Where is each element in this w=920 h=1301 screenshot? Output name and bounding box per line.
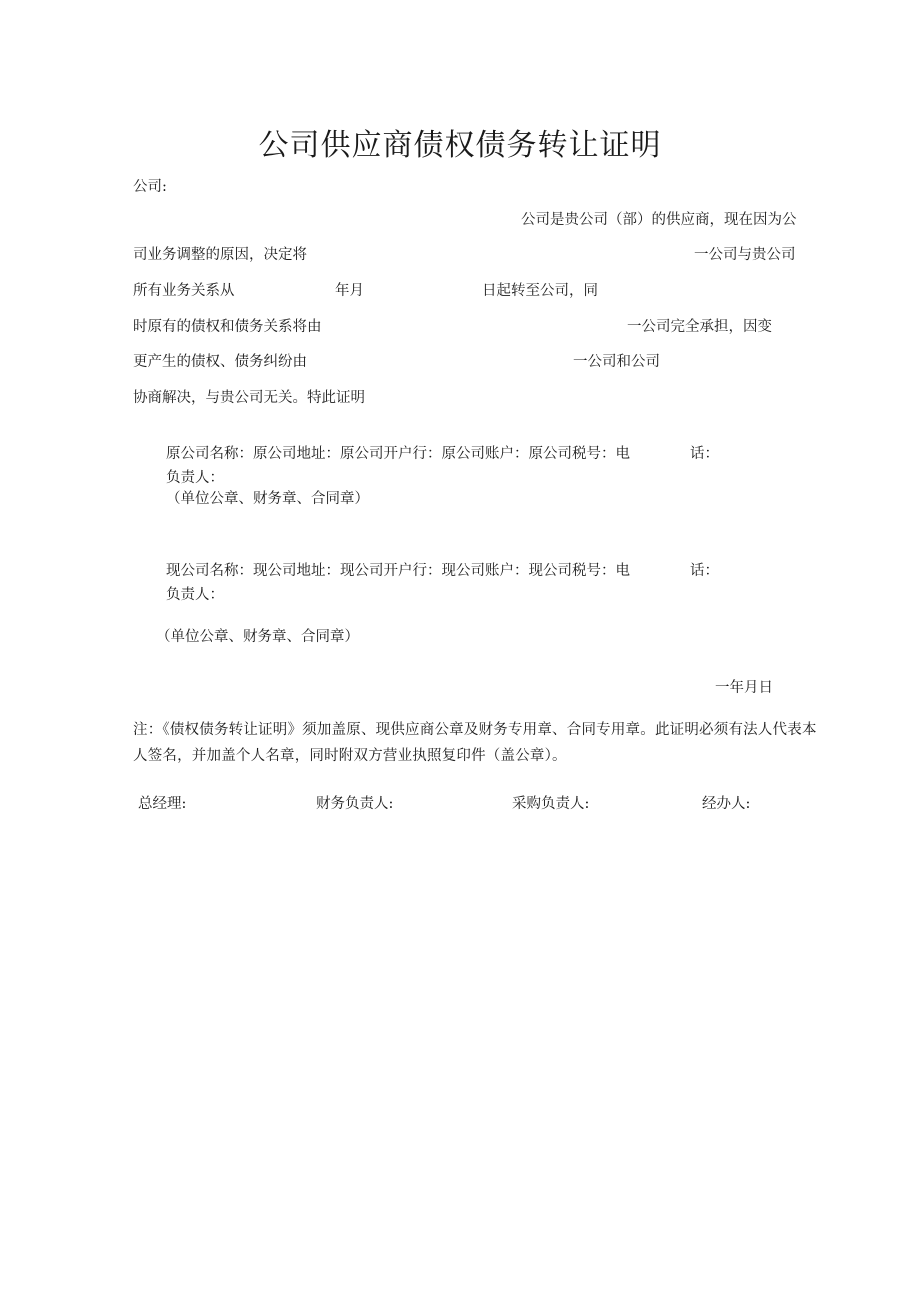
body-line-2b: 一公司与贵公司 bbox=[694, 247, 796, 263]
body-line-3a: 所有业务关系从 bbox=[133, 283, 235, 299]
date-line: 一年月日 bbox=[715, 680, 773, 696]
body-line-4b: 一公司完全承担，因变 bbox=[627, 319, 772, 335]
original-company-stamps: （单位公章、财务章、合同章） bbox=[166, 491, 369, 507]
original-company-fields: 原公司名称：原公司地址：原公司开户行：原公司账户：原公司税号：电 bbox=[166, 446, 630, 462]
original-company-tel: 话： bbox=[690, 446, 719, 462]
current-company-person: 负责人： bbox=[166, 587, 224, 603]
body-line-4a: 时原有的债权和债务关系将由 bbox=[133, 319, 322, 335]
signature-purchase: 采购负责人: bbox=[512, 796, 590, 812]
body-line-5b: 一公司和公司 bbox=[573, 354, 660, 370]
body-line-1: 公司是贵公司（部）的供应商，现在因为公 bbox=[521, 212, 797, 228]
body-line-3c: 日起转至公司，同 bbox=[482, 283, 598, 299]
signature-finance: 财务负责人: bbox=[316, 796, 394, 812]
note-paragraph: 注：《债权债务转让证明》须加盖原、现供应商公章及财务专用章、合同专用章。此证明必须有法人代表本人签名，并加盖个人名章，同时附双方营业执照复印件（盖公章）。 bbox=[133, 722, 817, 764]
body-line-6: 协商解决，与贵公司无关。特此证明 bbox=[133, 390, 365, 406]
original-company-person: 负责人： bbox=[166, 470, 224, 486]
document-title: 公司供应商债权债务转让证明 bbox=[258, 128, 662, 163]
salutation: 公司: bbox=[133, 179, 167, 195]
body-line-2a: 司业务调整的原因，决定将 bbox=[133, 247, 307, 263]
signature-general-manager: 总经理: bbox=[138, 796, 187, 812]
current-company-stamps: （单位公章、财务章、合同章） bbox=[156, 629, 359, 645]
signature-handler: 经办人: bbox=[702, 796, 751, 812]
body-line-5a: 更产生的债权、债务纠纷由 bbox=[133, 354, 307, 370]
current-company-tel: 话： bbox=[690, 563, 719, 579]
current-company-fields: 现公司名称：现公司地址：现公司开户行：现公司账户：现公司税号：电 bbox=[166, 563, 630, 579]
body-line-3b: 年月 bbox=[335, 283, 364, 299]
